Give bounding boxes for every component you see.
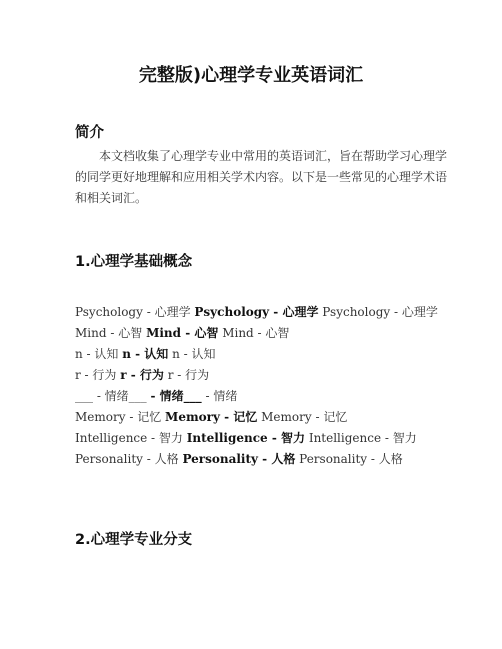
vocab-term: Mind - 心智 [222, 326, 290, 340]
vocab-term: Mind - 心智 [75, 326, 143, 340]
vocab-line-behavior [75, 365, 455, 386]
vocab-term-bold: Mind - 心智 [146, 326, 219, 340]
vocabulary-list [75, 302, 455, 470]
intro-paragraph-text: 本文档收集了心理学专业中常用的英语词汇，旨在帮助学习心理学的同学更好地理解和应用相关学术内容。以下是一些常见的心理学术语和相关词汇。 [75, 149, 448, 205]
vocab-term: Intelligence - 智力 [75, 431, 183, 445]
section-2-heading: 2.心理学专业分支 [75, 532, 193, 548]
vocab-term-bold: n - 认知 [122, 347, 169, 361]
vocab-term-bold: - 情绪___ [150, 389, 202, 403]
vocab-term: Memory - 记忆 [261, 410, 348, 424]
vocab-term: ___ - 情绪___ [75, 389, 147, 403]
document-title: 完整版)心理学专业英语词汇 [138, 65, 364, 86]
vocab-term: r - 行为 [75, 368, 117, 382]
vocab-line-psychology [75, 302, 455, 323]
vocab-term: Memory - 记忆 [75, 410, 162, 424]
intro-paragraph [75, 146, 447, 209]
vocab-term: n - 认知 [172, 347, 216, 361]
vocab-line-mind [75, 323, 455, 344]
section-1-heading: 1.心理学基础概念 [75, 254, 193, 270]
vocab-term-bold: Intelligence - 智力 [186, 431, 305, 445]
intro-heading: 简介 [75, 125, 104, 141]
vocab-term: Intelligence - 智力 [308, 431, 417, 445]
vocab-term-bold: Psychology - 心理学 [194, 305, 319, 319]
vocab-term: Psychology - 心理学 [75, 305, 191, 319]
vocab-term: Personality - 人格 [299, 452, 403, 466]
vocab-term-bold: r - 行为 [120, 368, 164, 382]
vocab-term: - 情绪 [205, 389, 238, 403]
vocab-term: r - 行为 [167, 368, 210, 382]
vocab-line-personality [75, 449, 455, 470]
vocab-term-bold: Memory - 记忆 [165, 410, 258, 424]
vocab-term-bold: Personality - 人格 [182, 452, 296, 466]
vocab-line-memory [75, 407, 455, 428]
vocab-term: n - 认知 [75, 347, 119, 361]
vocab-term: Psychology - 心理学 [322, 305, 438, 319]
vocab-term: Personality - 人格 [75, 452, 179, 466]
vocab-line-intelligence [75, 428, 455, 449]
vocab-line-cognition [75, 344, 455, 365]
vocab-line-emotion [75, 386, 455, 407]
